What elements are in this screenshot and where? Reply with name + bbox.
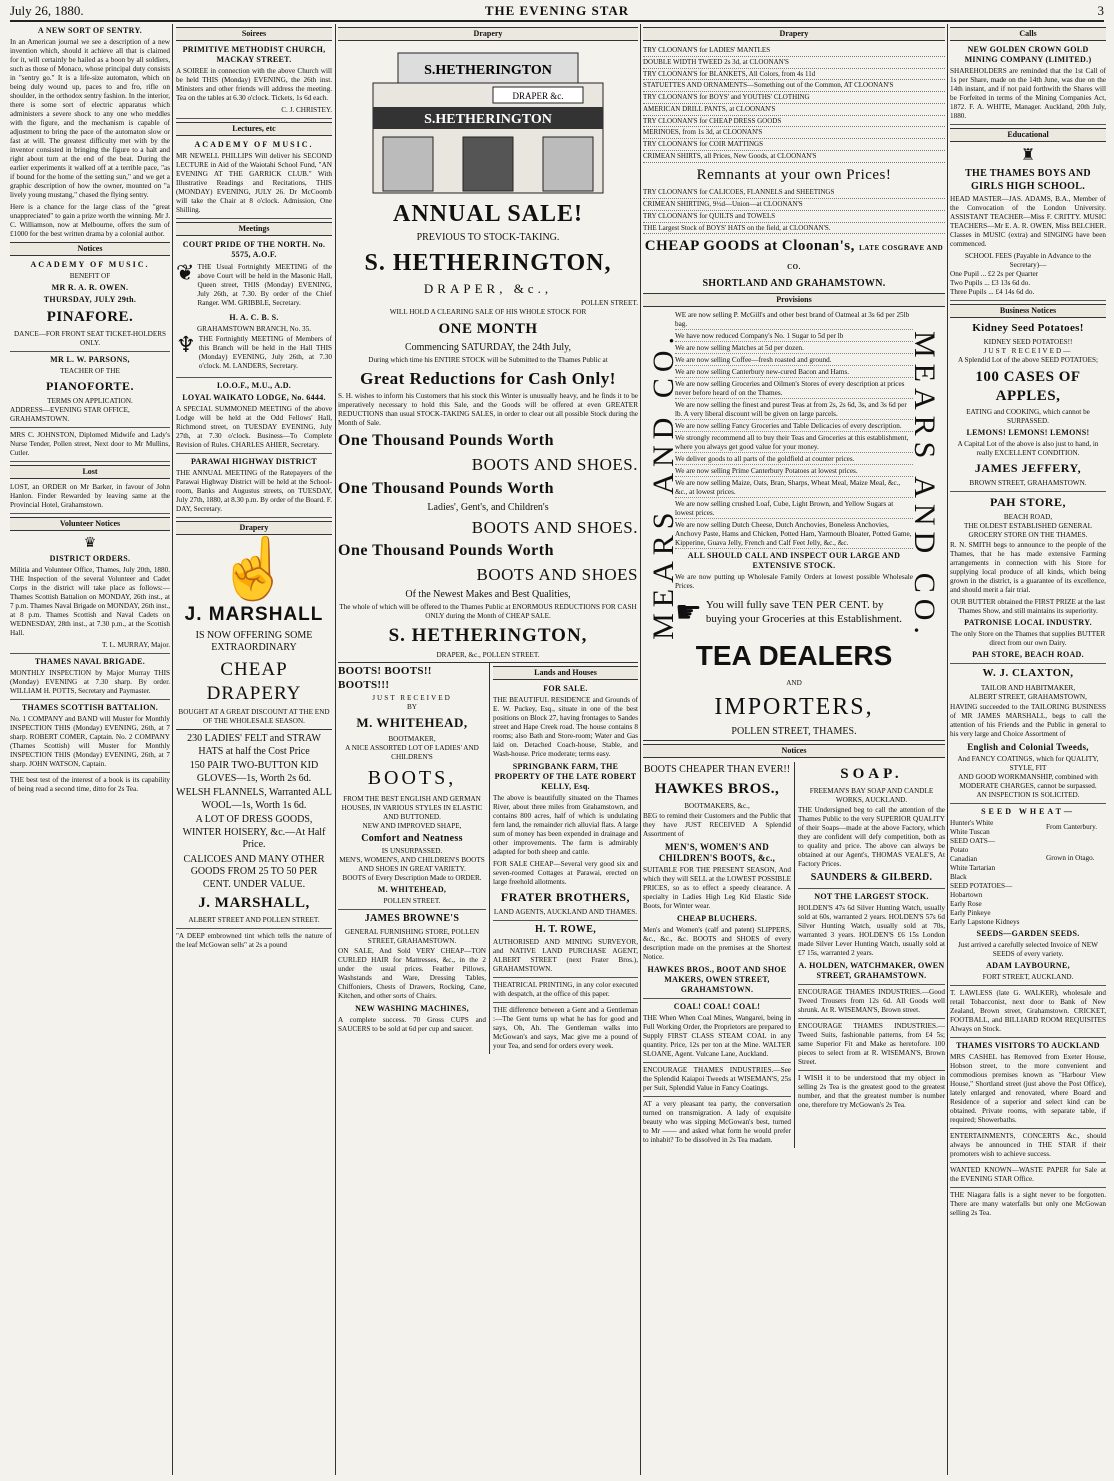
frater-heading: FRATER BROTHERS,: [500, 889, 631, 904]
just-received: JUST RECEIVED: [372, 694, 452, 703]
provisions-item: We are now selling Matches at 5d per dozen.: [675, 344, 913, 354]
provisions-item: We strongly recommend all to buy their Teas and Groceries at this establishment, where you always get good value for your money.: [675, 434, 913, 453]
soiree-body: A SOIREE in connection with the above Church will be held THIS (Monday) EVENING, the 26th inst. Ministers and other friends will address the meeting. Tea on the tables at 6.30 o'clock. Tickets, 1s 6d each.: [176, 67, 332, 102]
cloonan-list-2: [643, 187, 945, 234]
cheap-goods-text: CHEAP GOODS at Cloonan's,: [644, 238, 855, 255]
court-heading: COURT PRIDE OF THE NORTH. No. 5575, A.O.F.: [182, 240, 326, 259]
whitehead-mens: MEN'S, WOMEN'S, AND CHILDREN'S BOOTS AND SHOES IN GREAT VARIETY.: [339, 856, 485, 873]
dance-note: DANCE—FOR FRONT SEAT TICKET-HOLDERS ONLY.: [10, 330, 170, 352]
section-calls: Calls: [950, 27, 1106, 41]
whitehead-bootmaker: BOOTMAKER,: [388, 734, 436, 743]
hawkes-top: BOOTS CHEAPER THAN EVER!!: [643, 764, 791, 776]
section-provisions: Provisions: [643, 293, 945, 307]
whitehead-order: BOOTS of Every Description Made to ORDER.: [342, 874, 482, 882]
parsons-terms: TERMS ON APPLICATION.: [47, 396, 133, 405]
methodist-heading: PRIMITIVE METHODIST CHURCH, MACKAY STREET.: [182, 45, 326, 64]
marshall-welsh: WELSH FLANNELS, Warranted ALL WOOL—1s, Worth 1s 6d.: [176, 787, 332, 811]
one-month: ONE MONTH: [438, 320, 538, 337]
frater-sub: LAND AGENTS, AUCKLAND AND THAMES.: [493, 908, 638, 921]
boots-heading: BOOTS! BOOTS!! BOOTS!!!: [338, 664, 432, 691]
hawkes-body: BEG to remind their Customers and the Public that they have JUST RECEIVED A Splendid Assortment of: [643, 811, 791, 838]
whitehead-new: NEW AND IMPROVED SHAPE,: [362, 821, 462, 830]
hawkes-body-2: SUITABLE FOR THE PRESENT SEASON, And which they will SELL at the LOWEST POSSIBLE PRICES, so as to effect a speedy clearance. A specialty in Ladies High Leg Kid Elastic Side Boots, for Winter wear.: [643, 866, 791, 910]
soap-sub: FREEMAN'S BAY SOAP AND CANDLE WORKS, AUCKLAND.: [809, 787, 934, 804]
saunders-sign: SAUNDERS & GILBERD.: [798, 872, 945, 889]
lemons-capital: A Capital Lot of the above is also just to hand, in really EXCELLENT CONDITION.: [957, 440, 1099, 458]
parawai-heading: PARAWAI HIGHWAY DISTRICT: [190, 457, 318, 466]
hawkes-name: HAWKES BROS.,: [654, 780, 780, 797]
claxton-tailor: TAILOR AND HABITMAKER,: [980, 684, 1076, 692]
hacb-heading: H. A. C. B. S.: [229, 313, 279, 322]
bluchers-body: Men's and Women's (calf and patent) SLIPPERS, &c., &c., &c. BOOTS and SHOES of every description made on the premises at the Shortest Notice.: [643, 926, 791, 961]
court-body: THE Usual Fortnightly MEETING of the above Court will be held in the Masonic Hall, Queen street, THIS (Monday) EVENING, July 26th, at 7.30. By order of the Chief Ranger. WM. GRIBBLE, Secretary.: [197, 263, 332, 307]
johnston-ad: MRS C. JOHNSTON, Diplomed Midwife and Lady's Nurse Tender, Pollen street, Next door to Mr Mullins, Cutler.: [10, 431, 170, 462]
column-1: [10, 24, 170, 1475]
section-lost: Lost: [10, 465, 170, 479]
col4-footer-left: AT a very pleasant tea party, the conversation turned on transmigration. A lady of exquisite beauty who was sipping McGowan's best, turned to Mr —— and asked what form he would prefer to inhabit? To be dissolved in 2s Tea madam.: [643, 1100, 791, 1144]
section-notices: Notices: [10, 242, 170, 256]
coal-body: THE When When Coal Mines, Wangarei, being in Full Working Order, the Proprietors are prepared to Supply FIRST CLASS STEAM COAL in any quantity. Price, 12s per ton at the Mine. WALTER SLOANE, Agent. Vulcane Lane, Auckland.: [643, 1014, 791, 1063]
cloonan-item: TRY CLOONAN'S for QUILTS and TOWELS: [643, 211, 945, 223]
marshall-lot: A LOT OF DRESS GOODS, WINTER HOISERY, &c.—At Half Price.: [182, 814, 326, 851]
golden-crown: NEW GOLDEN CROWN GOLD MINING COMPANY (LIMITED.): [964, 45, 1092, 64]
kidney-splendid: A Splendid Lot of the above SEED POTATOES;: [957, 355, 1099, 364]
seed-item: Early Pinkeye: [950, 909, 991, 918]
parawai-body: THE ANNUAL MEETING of the Ratepayers of the Parawai Highway District will be held at the School-room, Banks and Augustus streets, on TUESDAY, July 27th, 1880, at 8.30 p.m. By order of the Board. F. DAY, Secretary.: [176, 469, 332, 518]
rowe-heading: H. T. ROWE,: [535, 923, 596, 935]
commencing: Commencing SATURDAY, the 24th July,: [404, 341, 572, 353]
hetherington-will: WILL HOLD A CLEARING SALE OF HIS WHOLE STOCK FOR: [389, 307, 587, 316]
drama-prize-note: Here is a chance for the large class of the "great unappreciated" to gain a prize worth the winning. Mr J. C. Williamson, now at Melbourne, offers the sum of £1000 for the best written drama by a colonial author.: [10, 203, 170, 238]
boots-shoes-2: BOOTS AND SHOES.: [471, 518, 638, 537]
cloonan-item: TRY CLOONAN'S for BLANKETS, All Colors, from 4s 11d: [643, 69, 945, 81]
apples-heading: 100 CASES OF APPLES,: [975, 368, 1081, 404]
lodge-heading: LOYAL WAIKATO LODGE, No. 6444.: [182, 393, 326, 402]
pinafore-title: PINAFORE.: [46, 309, 134, 325]
lodge-body: A SPECIAL SUMMONED MEETING of the above Lodge will be held at the Odd Fellows' Hall, Richmond street, on TUESDAY EVENING, July 27th, at 7.30 o'clock. Business—To Complete Revision of Rules. CHARLES AHIER, Secretary.: [176, 405, 332, 454]
crest-icon: ♛: [83, 535, 97, 551]
entertainments-ad: ENTERTAINMENTS, CONCERTS &c., should always be announced in THE STAR if their promoters wish to achieve success.: [950, 1132, 1106, 1163]
whitehead-comfort: Comfort and Neatness: [361, 832, 463, 844]
pah-store: PAH STORE,: [990, 495, 1066, 510]
cloonan-item: TRY CLOONAN'S for CALICOES, FLANNELS and SHEETINGS: [643, 187, 945, 199]
col2-footer: "A DEEP embrowned tint which tells the nature of the leaf McGowan sells" at 2s a pound: [176, 932, 332, 949]
theatrical-ad: THEATRICAL PRINTING, in any color executed with despatch, at the office of this paper.: [493, 981, 638, 1003]
springbank-body: The above is beautifully situated on the Thames River, about three miles from Grahamstown, and contains 800 acres, half of which is undulating fern land, the remainder rich alluvial flats. A large sum of money has been expended in drainage and other improvements. The farm is admirably adapted for both sheep and cattle.: [493, 793, 638, 856]
pah-sign: PAH STORE, BEACH ROAD.: [950, 650, 1106, 664]
soap-body: THE Undersigned beg to call the attention of the Thames Public to the very SUPERIOR QUALITY of their Soaps—made at the above Factory, which they are confident will defy competition, both as to quality and price. The above can always be obtained at our Agent's, THOMAS VEALE'S, At Factory Prices.: [798, 806, 945, 868]
whitehead-boots: BOOTS,: [367, 766, 457, 789]
seed-item: Black: [950, 873, 967, 882]
ioof-heading: I.O.O.F., M.U., A.D.: [216, 381, 292, 390]
whitehead-sign: M. WHITEHEAD,: [377, 885, 447, 894]
boots-shoes-1: BOOTS AND SHOES.: [471, 455, 638, 475]
scottish-body: No. 1 COMPANY and BAND will Muster for Monthly INSPECTION THIS (Monday) EVENING, 26th, at 7 sharp. ROBERT COMER, Captain. No. 2 COMPANY (Thames Scottish) will Muster for Monthly INSPECTION THIS (Monday) EVENING, 26th, at 7 sharp. JOHN WATSON, Captain.: [10, 715, 170, 773]
during: During which time his ENTIRE STOCK will be Submitted to the Thames Public at: [368, 356, 608, 364]
provisions-item: We are now selling the finest and purest Teas at from 2s, 2s 6d, 3s, and 3s 6d per lb. A very liberal discount will be given on large parcels.: [675, 401, 913, 420]
district-body: Militia and Volunteer Office, Thames, July 20th, 1880. THE Inspection of the several Volunteer and Cadet Corps in the district will take place as follows:— Thames Scottish Battalion on MONDAY, 26th inst., at 7 p.m. Thames Naval Brigade on MONDAY, 26th inst., at 8 p.m. Thames Scottish and Naval Cadets on WEDNESDAY, 28th inst., at 7.30 p.m., at the Scottish Hall.: [10, 566, 170, 638]
save-ten: You will fully save TEN PER CENT. by buying your Groceries at this Establishment.: [705, 599, 903, 625]
section-notices-4: Notices: [643, 744, 945, 758]
claxton-body: HAVING succeeded to the TAILORING BUSINESS of MR JAMES MARSHALL, begs to call the attention of his Friends and the Public in general to his very large and Choice Assortment of: [950, 703, 1106, 738]
holden-sign: A. HOLDEN, WATCHMAKER, OWEN STREET, GRAHAMSTOWN.: [798, 961, 945, 985]
apples-cooking: EATING and COOKING, which cannot be SURPASSED.: [966, 408, 1090, 426]
column-5: [950, 24, 1106, 1475]
patronise: PATRONISE LOCAL INDUSTRY.: [964, 618, 1092, 628]
cloonan-item: TRY CLOONAN'S for LADIES' MANTLES: [643, 45, 945, 57]
provisions-item: WE are now selling P. McGill's and other best brand of Oatmeal at 3s 6d per 25lb bag.: [675, 311, 913, 330]
column-4: [643, 24, 945, 1475]
previous-stock: PREVIOUS TO STOCK-TAKING.: [416, 232, 560, 243]
provisions-item: We are now selling Dutch Cheese, Dutch Anchovies, Boneless Anchovies, Anchovy Paste, Hams and Chicken, Potted Ham, Yarmouth Bloater, Potted Game, Kipperine, Guava Jelly, French and Calf Feet Jelly, &c., &c.: [675, 521, 912, 548]
district-orders: DISTRICT ORDERS.: [49, 554, 131, 564]
store-sign-top: S.HETHERINGTON: [424, 63, 552, 78]
parsons-teacher: TEACHER OF THE: [60, 366, 120, 375]
school-crest-icon: ♜: [1020, 147, 1036, 164]
claxton-albert: ALBERT STREET, GRAHAMSTOWN,: [969, 693, 1087, 701]
forester-emblem-icon: ❦: [176, 260, 195, 285]
provisions-item: We deliver goods to all parts of the goldfield at counter prices.: [675, 455, 913, 465]
section-drapery-4: Drapery: [643, 27, 945, 41]
laybourne: ADAM LAYBOURNE,: [986, 961, 1070, 971]
marshall-sign: J. MARSHALL,: [198, 895, 310, 912]
cloonan-item: TRY CLOONAN'S for BOYS' and YOUTHS' CLOTHING: [643, 92, 945, 104]
marshall-address: ALBERT STREET AND POLLEN STREET.: [176, 916, 332, 929]
whitehead-unsurpassed: IS UNSURPASSED.: [381, 847, 443, 855]
seed-item: Hobartown: [950, 891, 983, 900]
browne-heading: JAMES BROWNE'S: [364, 913, 460, 924]
naval-heading: THAMES NAVAL BRIGADE.: [34, 657, 146, 667]
benefit-label: BENEFIT OF: [69, 272, 111, 280]
benefit-name: MR R. A. R. OWEN.: [51, 283, 129, 292]
cloonan-list: [643, 45, 945, 163]
section-drapery-3: Drapery: [338, 27, 638, 41]
section-business: Business Notices: [950, 304, 1106, 318]
encourage-3: ENCOURAGE THAMES INDUSTRIES.—Tweed Suits, fashionable patterns, from £4 5s; same Superior Fit and Make as heretofore. 100 pieces to select from at R. WISEMAN'S, Brown Street.: [798, 1022, 945, 1071]
hetherington-sign: S. HETHERINGTON,: [388, 625, 588, 646]
academy-heading: ACADEMY OF MUSIC.: [30, 260, 150, 269]
claxton-name: W. J. CLAXTON,: [982, 667, 1074, 680]
school-fees: SCHOOL FEES (Payable in Advance to the Secretary)—: [964, 252, 1092, 269]
cheap-goods: [643, 237, 945, 275]
garden-body: Just arrived a carefully selected Invoice of NEW SEEDS of every variety.: [958, 941, 1098, 959]
section-soirees: Soirees: [176, 27, 332, 41]
golden-body: SHAREHOLDERS are reminded that the 1st Call of 1s per Share, made on the 14th June, was due on the 14th instant, and if not paid forthwith the Shares will be Forfeited in terms of the Mining Companies Act, 1872. F. A. WHITE, Manager. Auckland, 20th July, 1880.: [950, 67, 1106, 125]
marshall-heading: J. MARSHALL: [184, 604, 324, 625]
column-3: [338, 24, 638, 1475]
thousand-2: One Thousand Pounds Worth: [338, 479, 554, 497]
seed-canterbury: From Canterbury.: [1046, 823, 1098, 832]
visitors-heading: THAMES VISITORS TO AUCKLAND: [956, 1041, 1100, 1051]
just-received-5: JUST RECEIVED—: [983, 346, 1073, 355]
not-largest: NOT THE LARGEST STOCK.: [814, 891, 929, 901]
hetherington-address: DRAPER, &c., POLLEN STREET.: [338, 651, 638, 663]
shortland: SHORTLAND AND GRAHAMSTOWN.: [702, 277, 886, 289]
importers: IMPORTERS,: [714, 693, 874, 720]
tea-and: AND: [786, 678, 802, 687]
holden-body: HOLDEN'S 47s 6d Silver Hunting Watch, usually sold at 60s, warranted 2 years. HOLDEN'S 57s 6d Silver Hunting Watch, usually sold at 70s, warranted 3 years. HOLDEN'S £6 15s London made Silver Lever Hunting Watch, usually sold at £7 15s, warranted 2 years.: [798, 903, 945, 957]
hawkes-sign: HAWKES BROS., BOOT AND SHOE MAKERS, OWEN STREET, GRAHAMSTOWN.: [643, 965, 791, 999]
parsons-name: MR L. W. PARSONS,: [50, 354, 130, 364]
hawkes-sub: BOOTMAKERS, &c.,: [684, 801, 750, 810]
thousand-3: One Thousand Pounds Worth: [338, 542, 554, 560]
lemons: LEMONS! LEMONS! LEMONS!: [966, 428, 1090, 438]
ladies-gents: Ladies', Gent's, and Children's: [427, 501, 549, 513]
by-label: BY: [407, 703, 417, 712]
marshall-offering: IS NOW OFFERING SOME EXTRAORDINARY: [195, 629, 313, 654]
murray-sign: T. L. MURRAY, Major.: [10, 641, 170, 654]
provisions-item: We are now selling Prime Canterbury Potatoes at lowest prices.: [675, 467, 913, 477]
hetherington-pollen: POLLEN STREET.: [581, 298, 638, 307]
tea-dealers: TEA DEALERS: [695, 639, 893, 671]
smith-body: R. N. SMITH begs to announce to the people of the Thames, that he has made extensive Farming arrangements in connection with his Store for supplying local produce of all kinds, which being grown in the district, is a guarantee of its excellence, and should merit a fair trial.: [950, 541, 1106, 595]
soap-heading: SOAP.: [840, 766, 903, 783]
washing-body: A complete success. 70 Gross CUPS and SAUCERS to be sold at 6d per cup and saucer.: [338, 1015, 486, 1033]
christey-sign: C. J. CHRISTEY.: [176, 106, 332, 119]
claxton-tweeds: English and Colonial Tweeds,: [967, 742, 1089, 752]
bluchers-heading: CHEAP BLUCHERS.: [676, 914, 758, 923]
cloonan-item: DOUBLE WIDTH TWEED 2s 3d, at CLOONAN'S: [643, 57, 945, 69]
lecture-body: MR NEWELL PHILLIPS Will deliver his SECOND LECTURE in Aid of the Waiotahi School Fund, "AN EVENING AT THE GARRICK CLUB." With Illustrative Readings and Recitations, THIS (MONDAY) EVENING, JULY 26. Dr McCoomb will take the Chair at 8 o'clock. Admission, One Shilling.: [176, 152, 332, 219]
provisions-item: We are now selling crushed Loaf, Cube, Light Brown, and Yellow Sugars at lowest prices.: [675, 500, 913, 519]
seed-list: [950, 819, 1046, 927]
whitehead-from: FROM THE BEST ENGLISH AND GERMAN HOUSES, IN VARIOUS STYLES IN ELASTIC AND BUTTONED.: [341, 794, 483, 821]
patronise-body: The only Store on the Thames that supplies BUTTER direct from our own Dairy.: [950, 630, 1106, 648]
residence-body: THE BEAUTIFUL RESIDENCE and Grounds of E. W. Puckey, Esq., situate in one of the best positions on Block 27, having frontages to Sandes street and Hape Creek road. The house contains 8 rooms; also Bath and Store-room; Water and Gas laid on. Detached Coach-house, Stable, and Wash-house. Price moderate; terms easy.: [493, 695, 638, 758]
col1-footer: THE best test of the interest of a book is its capability of being read a second time, ditto for 2s Tea.: [10, 776, 170, 794]
seed-item: Early Rose: [950, 900, 982, 909]
fee-row: One Pupil ... £2 2s per Quarter: [950, 270, 1039, 278]
cloonan-item: THE Largest Stock of BOYS' HATS on the field, at CLOONAN'S.: [643, 223, 945, 235]
cloonan-item: TRY CLOONAN'S for COIR MATTINGS: [643, 139, 945, 151]
whitehead-name: M. WHITEHEAD,: [356, 715, 468, 731]
article-body: In an American journal we see a description of a new invention which, should it achieve all that is claimed for it, will certainly be hailed as a boon by all soldiers, such as those of Monaco, whose principal duty consists in "sentry go." It is a life-size automaton, which on being duly wound up, paces to and fro, rifle on shoulder, in the orthodox sentry fashion. In the interior, there is some sort of electric apparatus which administers a severe shock to any one who meddles with the figure, and the mechanism is capable of adjustment to bring the pace of the automaton slow or fast at will. The greatest difficulty met with by the inventor consisted in bringing the figure to a halt and right about turn at the end of the beat. During the earlier experiments it walked off at a terrible pace, "as if bound for the home of the setting sun," and we get a graphic description of how the owner, mounted on "a lively young mustang," chased the flying sentry.: [10, 38, 170, 199]
provisions-item: We are now selling Groceries and Oilmen's Stores of every description at prices never before heard of on the Thames.: [675, 380, 913, 399]
marshall-calicoes: CALICOES AND MANY OTHER GOODS FROM 25 TO 50 PER CENT. UNDER VALUE.: [183, 853, 325, 890]
lost-ad: LOST, an ORDER on Mr Barker, in favour of John Hanlon. Finder Rewarded by leaving same at the Provincial Hotel, Grahamstown.: [10, 483, 170, 514]
masthead-title: THE EVENING STAR: [484, 3, 630, 18]
seed-item: Canadian: [950, 855, 978, 864]
whole-offered: The whole of which will be offered to the Thames Public at ENORMOUS REDUCTIONS FOR CASH ONLY during the Month of CHEAP SALE.: [339, 603, 637, 620]
laybourne-address: FORT STREET, AUCKLAND.: [950, 973, 1106, 986]
school-heading: THE THAMES BOYS AND GIRLS HIGH SCHOOL.: [965, 168, 1091, 192]
washing-heading: NEW WASHING MACHINES,: [355, 1003, 469, 1013]
section-lands: Lands and Houses: [493, 666, 638, 680]
provisions-item: We have now reduced Company's No. 1 Sugar to 5d per lb: [675, 332, 913, 342]
browne-onsale: ON SALE, And Sold VERY CHEAP—TON CURLED HAIR for Mattresses, &c., in the 2 under the usual prices. Feather Pillows, Washstands and Ware, Dressing Tables, Chiffoniers, Chests of Drawers, Rocking, Cane, Kitchen, and other sorts of Chairs.: [338, 946, 486, 1000]
cloonan-item: CRIMEAN SHIRTING, 9½d—Union—at CLOONAN'S: [643, 199, 945, 211]
lawless-ad: T. LAWLESS (late G. WALKER), wholesale and retail Tobacconist, next door to Bank of New Zealand, Brown street, Grahamstown. CRICKET, FOOTBALL, and BILLIARD ROOM REQUISITES Always on Stock.: [950, 989, 1106, 1038]
cloonan-item: AMERICAN DRILL PANTS, at CLOONAN'S: [643, 104, 945, 116]
boots-shoes-3: BOOTS AND SHOES: [476, 565, 638, 585]
seed-item: White Tartarian: [950, 864, 996, 873]
annual-sale: ANNUAL SALE!: [392, 201, 584, 227]
remnants: Remnants at your own Prices!: [696, 166, 892, 183]
section-volunteer: Volunteer Notices: [10, 517, 170, 531]
seed-item: SEED OATS—: [950, 837, 995, 846]
hetherington-draper: DRAPER, &c.,: [423, 280, 553, 296]
store-sign-main: S.HETHERINGTON: [424, 112, 552, 127]
seed-wheat: SEED WHEAT—: [981, 807, 1075, 817]
section-drapery-2: Drapery: [176, 521, 332, 535]
provisions-item: We are now selling Maize, Oats, Bran, Sharps, Wheat Meal, Maize Meal, &c., &c., at lowest prices.: [675, 479, 913, 498]
section-educational: Educational: [950, 128, 1106, 142]
pointing-hand-icon: ☝: [216, 536, 292, 602]
column-2: [176, 24, 332, 1475]
school-body: HEAD MASTER—JAS. ADAMS, B.A., Member of the Convocation of the London University. ASSISTANT TEACHER—Miss F. CRITTY. MUSIC TEACHERS—Mr E. A. R. OWEN, Miss BELCHER. Classes in MUSIC (extra) and SINGING have been commenced.: [950, 195, 1106, 248]
coal-heading: COAL! COAL! COAL!: [673, 1002, 761, 1011]
cheap-goods-late: LATE COSGRAVE AND CO.: [787, 244, 944, 271]
claxton-fancy: And FANCY COATINGS, which for QUALITY, STYLE, FIT: [957, 755, 1099, 773]
pointing-hand-icon-2: ☛: [675, 596, 702, 630]
cloonan-item: CRIMEAN SHIRTS, all Prices, New Goods, at CLOONAN'S: [643, 151, 945, 163]
seed-otago: Grown in Otago.: [1046, 854, 1095, 863]
cloonan-item: STATUETTES AND ORNAMENTS—Something out of the Common, AT CLOONAN'S: [643, 80, 945, 92]
jeffery-name: JAMES JEFFERY,: [974, 461, 1082, 476]
great-reductions: Great Reductions for Cash Only!: [360, 369, 616, 388]
hacb-branch: GRAHAMSTOWN BRANCH, No. 35.: [196, 325, 312, 333]
section-lectures: Lectures, etc: [176, 122, 332, 136]
hetherington-wishes: S. H. wishes to inform his Customers that his stock this Winter is unusually heavy, and he finds it to be imperatively necessary to hold this Sale, and the Goods will be offered at even GREATER REDUCTIONS than usual STOCK-TAKING SALES, in order to clear out all possible Stock during the Month of Sale.: [338, 392, 638, 428]
academy2-heading: ACADEMY OF MUSIC.: [194, 140, 314, 149]
whitehead-nice: A NICE ASSORTED LOT OF LADIES' AND CHILDREN'S: [345, 743, 479, 761]
fee-row: Three Pupils ... £4 14s 6d do.: [950, 288, 1035, 296]
cloonan-item: TRY CLOONAN'S for CHEAP DRESS GOODS: [643, 116, 945, 128]
encourage-2: ENCOURAGE THAMES INDUSTRIES.—Good Tweed Trousers from 12s 6d. All Goods well shrunk. At R. WISEMAN'S, Brown street.: [798, 988, 945, 1019]
col5-footer: THE Niagara falls is a sight never to be forgotten. There are many waterfalls but only one McGowan selling 2s Tea.: [950, 1191, 1106, 1218]
harp-emblem-icon: ♆: [176, 332, 196, 357]
seed-item: Hunter's White: [950, 819, 994, 828]
marshall-gloves: 150 PAIR TWO-BUTTON KID GLOVES—1s, Worth 2s 6d.: [189, 760, 319, 784]
marshall-cheap: CHEAP DRAPERY: [206, 658, 302, 704]
mears-vertical-right: MEARS AND CO.: [908, 331, 941, 641]
col3-footer: THE difference between a Gent and a Gentleman :—The Gent turns up what he has for good and says, Oh, Ah. The Gentleman walks into McGowan's and says, Mac give me a pound of your Tea, and send for orders every week.: [493, 1006, 638, 1051]
claxton-workmanship: AND GOOD WORKMANSHIP, combined with MODERATE CHARGES, cannot be surpassed.: [958, 773, 1098, 791]
storefront-illustration: [343, 45, 633, 195]
seed-item: SEED POTATOES—: [950, 882, 1013, 891]
article-title: A NEW SORT OF SENTRY.: [37, 26, 143, 35]
provisions-item: We are now selling Canterbury new-cured Bacon and Hams.: [675, 368, 913, 378]
parsons-address: ADDRESS—EVENING STAR OFFICE, GRAHAMSTOWN.: [10, 406, 170, 428]
hacb-body: THE Fortnightly MEETING of Members of this Branch will be held in the Hall THIS (Monday) EVENING, July 26th, at 7.30 o'clock. M. LANDERS, Secretary.: [198, 335, 332, 370]
inspect-stock: ALL SHOULD CALL AND INSPECT OUR LARGE AND EXTENSIVE STOCK.: [687, 551, 901, 571]
jeffery-address: BROWN STREET, GRAHAMSTOWN.: [950, 479, 1106, 492]
marshall-bought: BOUGHT AT A GREAT DISCOUNT AT THE END OF THE WHOLESALE SEASON.: [178, 708, 330, 726]
cloonan-item: MERINOES, from 1s 3d, at CLOONAN'S: [643, 127, 945, 139]
rowe-body: AUTHORISED AND MINING SURVEYOR, and NATIVE LAND PURCHASE AGENT, ALBERT STREET (next Frater Bros.), GRAHAMSTOWN.: [493, 938, 638, 978]
cashel-ad: MRS CASHEL has Removed from Exeter House, Hobson street, to the more convenient and commodious premises known as "Harbour View House," Shortland street (just above the Post Office), lately enlarged and renovated, where Board and Residence of a superior and select kind can be obtained. Private rooms, with separate table, if required; Showerbaths.: [950, 1053, 1106, 1129]
claxton-inspection: AN INSPECTION IS SOLICITED.: [950, 791, 1106, 804]
masthead-date: July 26, 1880.: [10, 3, 84, 18]
newest-makes: Of the Newest Makes and Best Qualities,: [405, 588, 571, 600]
provisions-item: We are now selling Fancy Groceries and Table Delicacies of every description.: [675, 422, 913, 432]
hetherington-name: S. HETHERINGTON,: [364, 249, 612, 276]
fee-row: Two Pupils ... £3 13s 6d do.: [950, 279, 1031, 287]
forsale-heading: FOR SALE.: [543, 683, 588, 693]
springbank-heading: SPRINGBANK FARM, THE PROPERTY OF THE LATE ROBERT KELLY, Esq.: [494, 761, 637, 791]
kidney-sub: KIDNEY SEED POTATOES!!: [983, 337, 1073, 346]
naval-body: MONTHLY INSPECTION by Major Murray THIS (Monday) EVENING at 7.30 sharp. By order. WILLIAM H. POTTS, Secretary and Paymaster.: [10, 669, 170, 700]
marshall-hats: 230 LADIES' FELT and STRAW HATS at half the Cost Price: [187, 733, 321, 757]
col4-footer-right: I WISH it to be understood that my object in selling 2s Tea is the greatest good to the greatest number, and that the greatest number is number one, therefore try McGowan's 2s Tea.: [798, 1073, 945, 1109]
whitehead-pollen: POLLEN STREET.: [338, 897, 486, 910]
seed-item: Potato: [950, 846, 969, 855]
putting-up: We are now putting up Wholesale Family Orders at lowest possible Wholesale Prices.: [675, 573, 913, 591]
seed-item: Early Lapstone Kidneys: [950, 918, 1020, 927]
pah-oldest: THE OLDEST ESTABLISHED GENERAL GROCERY STORE ON THE THAMES.: [963, 522, 1093, 540]
scottish-heading: THAMES SCOTTISH BATTALION.: [21, 703, 159, 713]
fees-table: [950, 270, 1106, 301]
mears-vertical-left: MEARS AND CO.: [647, 331, 680, 641]
hawkes-mens: MEN'S, WOMEN'S AND CHILDREN'S BOOTS, &c.,: [658, 841, 776, 863]
thousand-1: One Thousand Pounds Worth: [338, 432, 554, 450]
provisions-list: [675, 311, 913, 549]
masthead: [10, 2, 1104, 22]
garden-seeds: SEEDS—GARDEN SEEDS.: [976, 929, 1080, 939]
store-sign-draper: DRAPER &c.: [512, 91, 564, 101]
seed-item: White Tuscan: [950, 828, 990, 837]
provisions-item: We are now selling Coffee—fresh roasted and ground.: [675, 356, 913, 366]
encourage-1: ENCOURAGE THAMES INDUSTRIES.—See the Splendid Kaiapoi Tweeds at WISEMAN'S, 25s per Suit, Splendid Value in Fancy Coatings.: [643, 1066, 791, 1097]
kidney-heading: Kidney Seed Potatoes!: [972, 322, 1084, 334]
mears-address: POLLEN STREET, THAMES.: [731, 725, 857, 737]
wanted-ad: WANTED KNOWN—WASTE PAPER for Sale at the EVENING STAR Office.: [950, 1166, 1106, 1188]
parsons-pianoforte: PIANOFORTE.: [45, 378, 135, 393]
browne-store: GENERAL FURNISHING STORE, POLLEN STREET, GRAHAMSTOWN.: [344, 927, 480, 945]
pah-beach: BEACH ROAD,: [1003, 513, 1053, 522]
butter: OUR BUTTER obtained the FIRST PRIZE at the last Thames Show, and still maintains its superiority.: [950, 598, 1106, 616]
masthead-page-number: 3: [1097, 3, 1104, 18]
section-meetings: Meetings: [176, 222, 332, 236]
benefit-date: THURSDAY, JULY 29th.: [43, 295, 137, 304]
forsale-cheap: FOR SALE CHEAP—Several very good six and seven-roomed Cottages at Parawai, erected on large freehold allotments.: [493, 859, 638, 886]
